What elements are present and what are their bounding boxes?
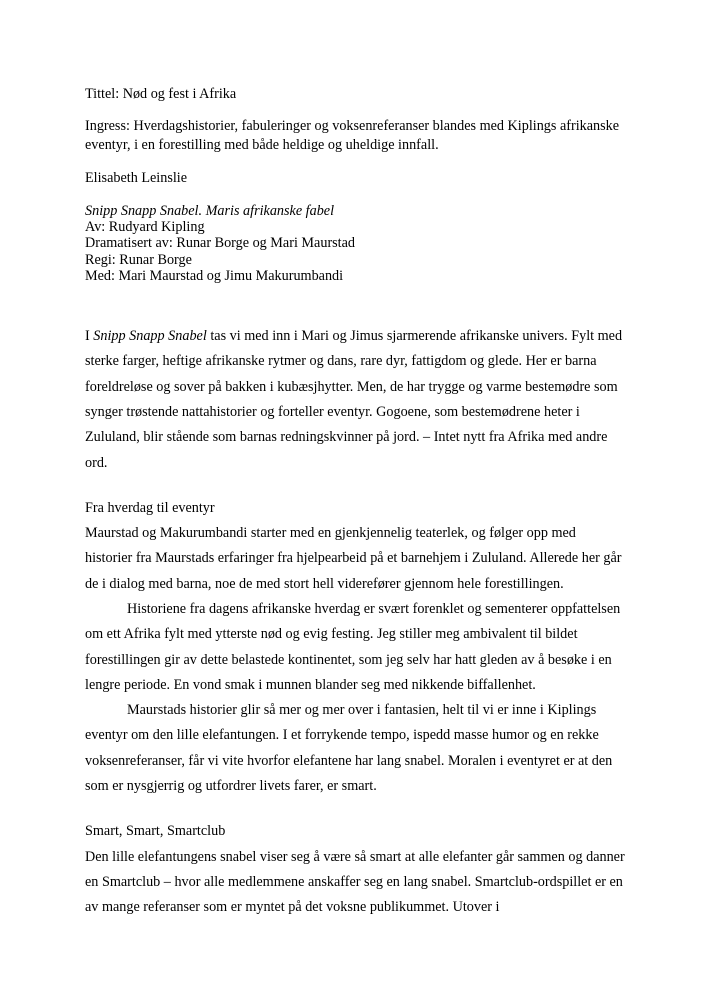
credit-dramatized-by: Dramatisert av: Runar Borge og Mari Maurstad	[85, 235, 356, 252]
section2-paragraph-1: Den lille elefantungens snabel viser seg å være så smart at alle elefanter går sammen og danner en Smartclub – hvor alle medlemmene anskaffer seg en lang snabel. Smartclub-ordspillet er en av mange referanser som er myntet på det voksne publikummet. Utover i	[85, 848, 625, 916]
credit-show-title: Snipp Snapp Snabel. Maris afrikanske fabel	[85, 203, 335, 219]
section1-paragraph-1: Maurstad og Makurumbandi starter med en gjenkjennelig teaterlek, og følger opp med historier fra Maurstads erfaringer fra hjelpearbeid på et barnehjem i Zululand. Allerede her går de i dialog med barna, noe de med stort hell viderefører gjennom hele forestillingen.	[85, 525, 622, 592]
intro-paragraph	[85, 324, 626, 476]
intro-show-title: Snipp Snapp Snabel	[93, 328, 207, 345]
section-heading-fra-hverdag: Fra hverdag til eventyr	[85, 499, 215, 516]
section-fra-hverdag	[85, 496, 626, 800]
credit-written-by: Av: Rudyard Kipling	[85, 219, 205, 236]
author-byline: Elisabeth Leinslie	[85, 170, 188, 186]
section1-paragraph-3: Maurstads historier glir så mer og mer over i fantasien, helt til vi er inne i Kiplings eventyr om den lille elefantungen. I et forrykende tempo, ispedd masse humor og en rekke voksenreferanser, får vi vite hvorfor elefantene har lang snabel. Moralen i eventyret er at den som er nysgjerrig og utfordrer livets farer, er smart.	[85, 702, 613, 795]
section1-paragraph-2: Historiene fra dagens afrikanske hverdag er svært forenklet og sementerer oppfattelsen om ett Afrika fylt med ytterste nød og evig festing. Jeg stiller meg ambivalent til bildet forestillingen gir av dette belastede kontinentet, som jeg selv har hatt gleden av å besøke i en lengre periode. En vond smak i munnen blander seg med nikkende biffallenhet.	[85, 600, 621, 693]
intro-text-post: tas vi med inn i Mari og Jimus sjarmerende afrikanske univers. Fylt med sterke farger, heftige afrikanske rytmer og dans, rare dyr, fattigdom og glede. Her er barna foreldreløse og sover på bakken i kubæsjhytter. Men, de har trygge og varme bestemødre som synger trøstende nattahistorier og forteller eventyr. Gogoene, som bestemødrene heter i Zululand, blir stående som barnas redningskvinner på jord. – Intet nytt fra Afrika med andre ord.	[85, 328, 623, 471]
section-smartclub	[85, 819, 626, 920]
ingress-paragraph: Ingress: Hverdagshistorier, fabuleringer og voksenreferanser blandes med Kiplings afrikanske eventyr, i en forestilling med både heldige og uheldige innfall.	[85, 118, 620, 153]
document-content	[85, 86, 626, 921]
credit-cast: Med: Mari Maurstad og Jimu Makurumbandi	[85, 267, 344, 284]
intro-text-pre: I	[85, 328, 94, 345]
section-heading-smartclub: Smart, Smart, Smartclub	[85, 823, 226, 840]
credit-direction: Regi: Runar Borge	[85, 251, 192, 268]
title-line: Tittel: Nød og fest i Afrika	[85, 86, 237, 102]
intro-block	[85, 324, 626, 476]
credits-block	[85, 203, 626, 284]
